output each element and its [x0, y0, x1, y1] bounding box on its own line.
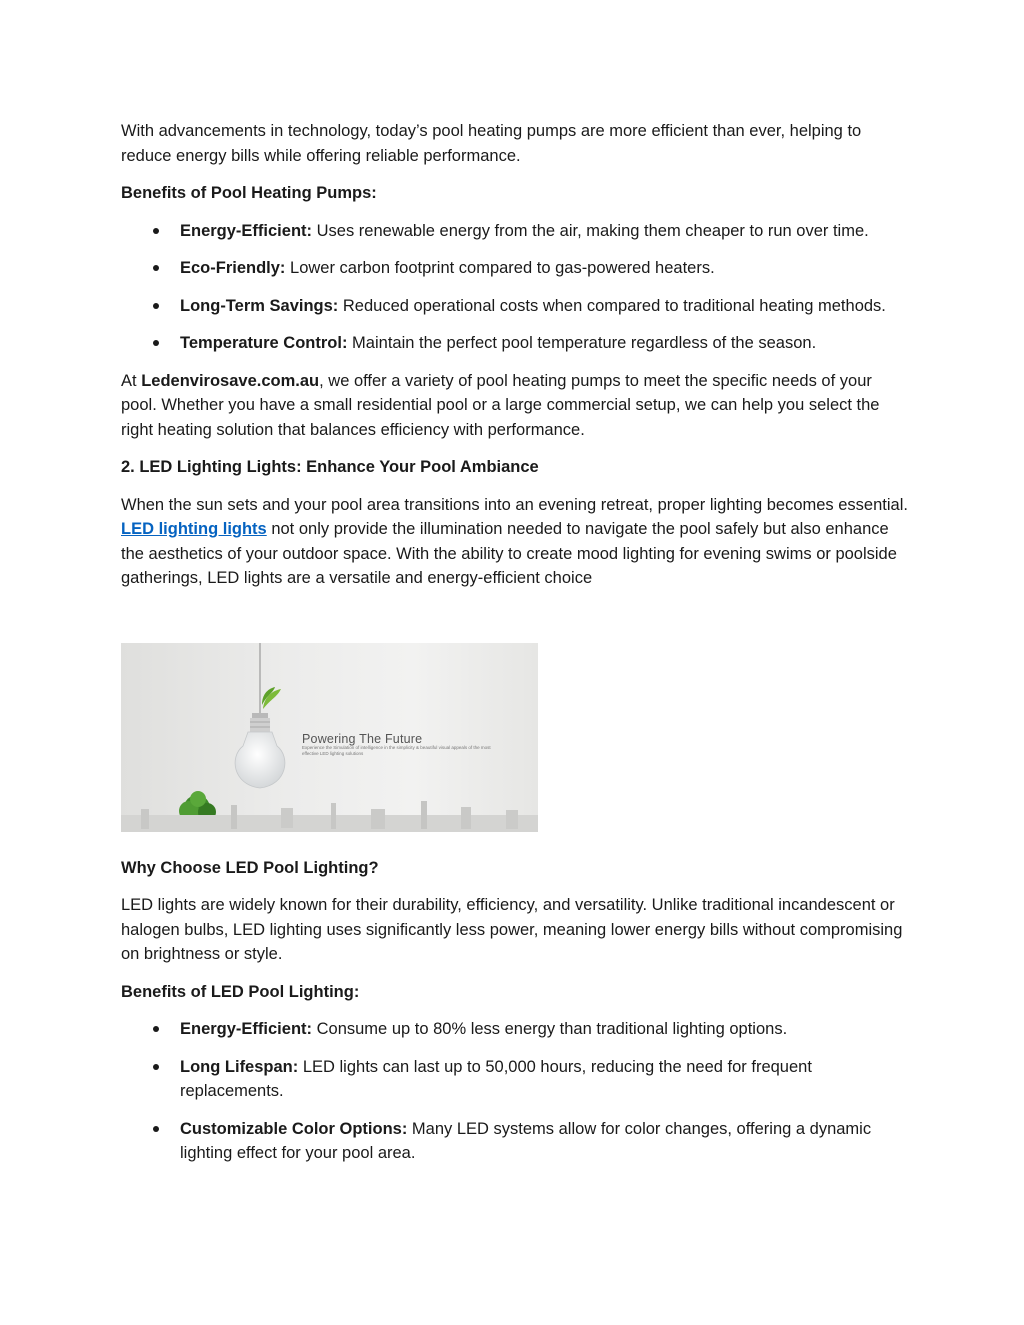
- list-item: [121, 1055, 911, 1104]
- led-benefits-list: [121, 1017, 911, 1166]
- list-item-label: Energy-Efficient:: [180, 1020, 313, 1038]
- list-item: [121, 256, 911, 281]
- list-item-label: Long-Term Savings:: [180, 296, 339, 315]
- led-lighting-link[interactable]: LED lighting lights: [121, 520, 267, 538]
- list-item-text: Many LED systems allow for color changes, offering a dynamic lighting effect for your pool area.: [180, 1119, 872, 1162]
- brand-name: Ledenvirosave.com.au: [141, 371, 320, 390]
- list-item-label: Customizable Color Options:: [180, 1119, 408, 1138]
- image-title: Powering The Future: [302, 731, 423, 746]
- document-page: [121, 119, 911, 1179]
- list-item-label: Energy-Efficient:: [180, 221, 313, 240]
- pump-benefits-list: [121, 219, 911, 356]
- intro-paragraph: With advancements in technology, today’s pool heating pumps are more efficient than ever, helping to reduce energy bills while offering reliable performance.: [121, 122, 862, 165]
- list-item-text: Uses renewable energy from the air, making them cheaper to run over time.: [312, 221, 869, 240]
- list-item-text: Lower carbon footprint compared to gas-powered heaters.: [285, 259, 715, 277]
- list-item-text: Reduced operational costs when compared to traditional heating methods.: [338, 296, 886, 315]
- led-section-heading: 2. LED Lighting Lights: Enhance Your Pool Ambiance: [121, 458, 539, 476]
- list-item-label: Eco-Friendly:: [180, 259, 286, 277]
- why-heading: Why Choose LED Pool Lighting?: [121, 858, 379, 877]
- led-benefits-heading: Benefits of LED Pool Lighting:: [121, 982, 360, 1001]
- list-item: [121, 219, 911, 244]
- list-item: [121, 331, 911, 356]
- list-item: [121, 1117, 911, 1166]
- list-item-text: LED lights can last up to 50,000 hours, reducing the need for frequent replacements.: [180, 1057, 812, 1100]
- why-paragraph: LED lights are widely known for their durability, efficiency, and versatility. Unlike traditional incandescent or halogen bulbs, LED lighting uses significantly less power, meaning lower energy bills without compromising on brightness or style.: [121, 896, 903, 963]
- list-item: [121, 1017, 911, 1042]
- led-bulb-image: [121, 643, 538, 832]
- list-item-text: Consume up to 80% less energy than traditional lighting options.: [312, 1020, 788, 1038]
- led-intro-paragraph: When the sun sets and your pool area transitions into an evening retreat, proper lighting becomes essential. LED lighting lights not only provide the illumination needed to navigate the pool safely but also enhance the aesthetics of your outdoor space. With the ability to create mood lighting for evening swims or poolside gatherings, LED lights are a versatile and energy-efficient choice: [121, 495, 908, 587]
- pump-benefits-heading: Benefits of Pool Heating Pumps:: [121, 184, 377, 202]
- list-item-label: Temperature Control:: [180, 334, 348, 352]
- offer-paragraph: At Ledenvirosave.com.au, we offer a variety of pool heating pumps to meet the specific needs of your pool. Whether you have a small residential pool or a large commercial setup, we can help you select the right heating solution that balances efficiency with performance.: [121, 371, 880, 439]
- list-item-label: Long Lifespan:: [180, 1057, 299, 1076]
- image-subtitle: Experience the Simulation of intelligence in the simplicity & beautiful visual appeals of the most effective LED lighting solutions: [302, 744, 491, 756]
- list-item: [121, 294, 911, 319]
- list-item-text: Maintain the perfect pool temperature regardless of the season.: [347, 334, 817, 352]
